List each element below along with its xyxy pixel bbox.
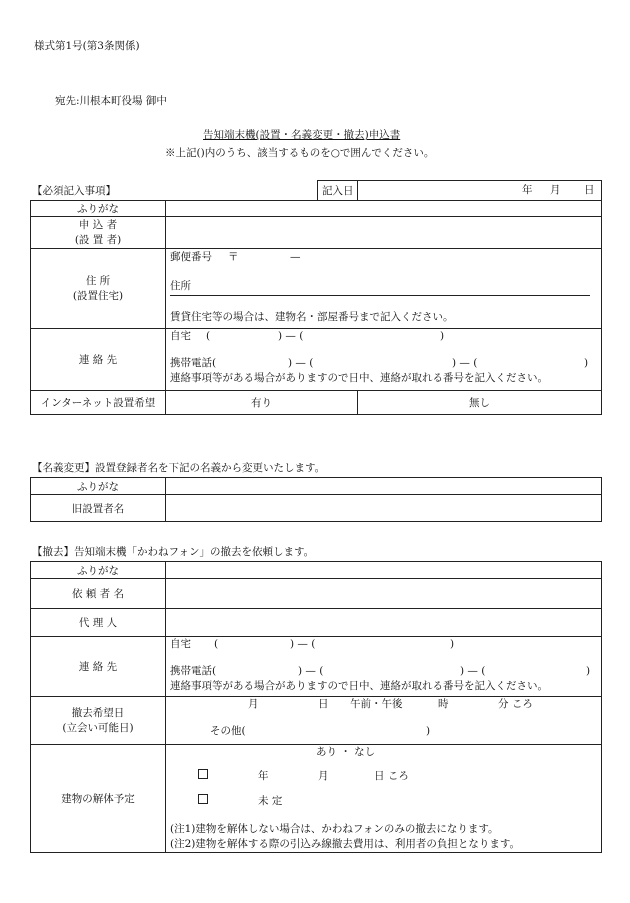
removal-contact-label: 連 絡 先 <box>31 637 166 697</box>
rental-note: 賃貸住宅等の場合は、建物名・部屋番号まで記入ください。 <box>170 311 454 323</box>
removal-furigana-label: ふりがな <box>31 562 166 579</box>
addressee: 宛先:川根本町役場 御中 <box>55 95 167 107</box>
form-title: 告知端末機(設置・名義変更・撤去)申込書 <box>203 129 401 141</box>
other-label: その他( <box>210 725 246 737</box>
removal-heading: 【撤去】告知端末機「かわねフォン」の撤去を依頼します。 <box>32 546 315 558</box>
instruction-note: ※上記()内のうち、該当するものを○で囲んでください。 <box>165 147 435 159</box>
old-name-field[interactable] <box>166 495 602 522</box>
date-label: 記入日 <box>318 181 358 201</box>
building-field[interactable]: あり ・ なし 年 月 日 ころ 未 定 (注1)建物を解体しない場合は、かわねフォンのみの撤去になります。 (注2)建物を解体する際の引込み線撤去費用は、利用者の負担となります。 <box>166 745 602 853</box>
name-change-furigana-label: ふりがな <box>31 478 166 495</box>
removal-mobile-label: 携帯電話( <box>170 665 217 677</box>
internet-no-option[interactable]: 無し <box>358 391 602 415</box>
note-2: (注2)建物を解体する際の引込み線撤去費用は、利用者の負担となります。 <box>170 838 521 850</box>
address-field[interactable] <box>166 249 602 329</box>
note-1: (注1)建物を解体しない場合は、かわねフォンのみの撤去になります。 <box>170 823 499 835</box>
applicant-name-field[interactable] <box>166 217 602 249</box>
removal-table <box>30 561 602 853</box>
removal-contact-field[interactable]: 自宅 ( ) — ( ) 携帯電話( ) — ( ) — ( ) 連絡事項等がある場合がありますので日中、連絡が取れる番号を記入ください。 <box>166 637 602 697</box>
name-change-heading: 【名義変更】設置登録者名を下記の名義から変更いたします。 <box>32 462 326 474</box>
postal-label: 郵便番号 <box>170 251 212 263</box>
name-change-furigana-field[interactable] <box>166 478 602 495</box>
contact-label: 連 絡 先 <box>31 329 166 391</box>
internet-label: インターネット設置希望 <box>31 391 166 415</box>
removal-date-field[interactable]: 月 日 午前・午後 時 分 ころ その他( ) <box>166 697 602 745</box>
home-label: 自宅 <box>170 330 191 342</box>
form-number: 様式第1号(第3条関係) <box>34 40 140 52</box>
date-day: 日 <box>584 184 595 196</box>
postal-mark: 〒 <box>228 251 239 263</box>
address-input-label: 住所 <box>170 280 191 292</box>
address-label: 住 所 (設置住宅) <box>31 249 166 329</box>
requester-field[interactable] <box>166 579 602 609</box>
removal-date-label: 撤去希望日 (立会い可能日) <box>31 697 166 745</box>
agent-label: 代 理 人 <box>31 609 166 637</box>
mobile-label: 携帯電話( <box>170 357 217 369</box>
removal-home-label: 自宅 <box>170 638 191 650</box>
ampm-option: 午前・午後 <box>350 698 403 710</box>
yes-no-option: あり ・ なし <box>316 746 376 758</box>
contact-field[interactable]: 自宅 ( ) — ( ) 携帯電話( ) — ( ) — ( ) 連絡事項等がある場合がありますので日中、連絡が取れる番号を記入ください。 <box>166 329 602 391</box>
checkbox-icon <box>198 794 208 804</box>
furigana-label: ふりがな <box>31 201 166 217</box>
entry-date-field[interactable] <box>358 181 602 201</box>
applicant-label: 申 込 者 (設 置 者) <box>31 217 166 249</box>
required-table <box>30 180 602 415</box>
removal-contact-note: 連絡事項等がある場合がありますので日中、連絡が取れる番号を記入ください。 <box>170 680 548 692</box>
checkbox-icon <box>198 769 208 779</box>
requester-label: 依 頼 者 名 <box>31 579 166 609</box>
furigana-field[interactable] <box>166 201 602 217</box>
name-change-table <box>30 477 602 522</box>
postal-dash: — <box>290 251 301 263</box>
required-section-label: 【必須記入事項】 <box>32 185 116 197</box>
agent-field[interactable] <box>166 609 602 637</box>
date-month: 月 <box>550 184 561 196</box>
removal-furigana-field[interactable] <box>166 562 602 579</box>
address-line[interactable] <box>170 279 590 296</box>
old-name-label: 旧設置者名 <box>31 495 166 522</box>
internet-yes-option[interactable]: 有り <box>166 391 358 415</box>
building-label: 建物の解体予定 <box>31 745 166 853</box>
date-year: 年 <box>522 184 533 196</box>
contact-note: 連絡事項等がある場合がありますので日中、連絡が取れる番号を記入ください。 <box>170 372 548 384</box>
